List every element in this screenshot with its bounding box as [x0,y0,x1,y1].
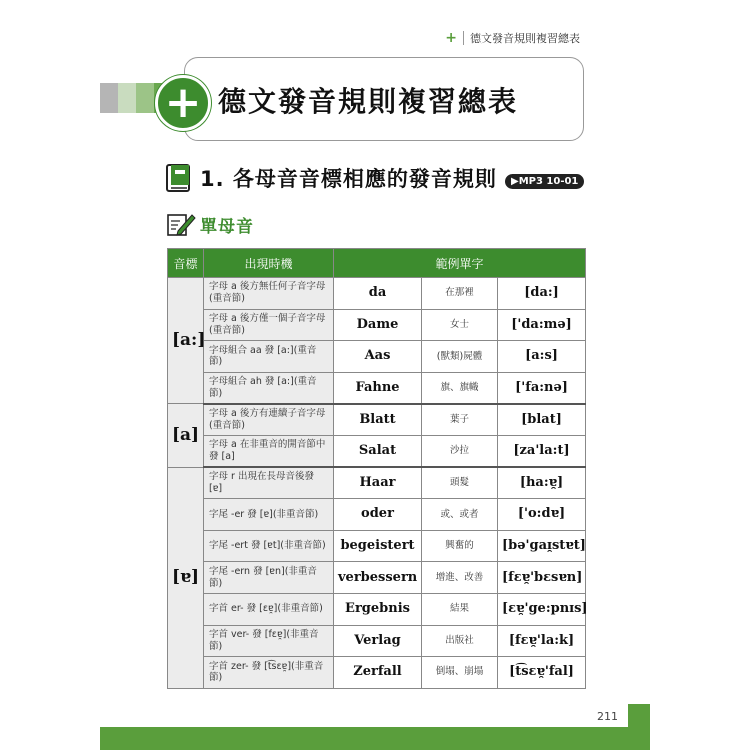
page-number: 211 [597,710,618,723]
word-ipa: [za'la:t] [498,435,586,467]
table-row [168,625,586,657]
word-meaning: 女士 [422,309,498,341]
pencil-icon [166,211,196,237]
table-row [168,467,586,499]
phonetic-symbol: [ɐ] [168,467,204,688]
page-title: 德文發音規則複習總表 [218,85,519,118]
plus-icon: + [445,30,457,46]
word-meaning: 興奮的 [422,530,498,562]
word-meaning: (獸類)屍體 [422,341,498,373]
table-row [168,309,586,341]
example-word: oder [334,499,422,531]
rule-text: 字母 a 在非重音的開音節中發 [a] [204,435,334,467]
book-icon [165,163,191,193]
word-meaning: 增進、改善 [422,562,498,594]
rule-text: 字尾 -er 發 [ɐ](非重音節) [204,499,334,531]
word-ipa: [bə'gaɪ̯stɐt] [498,530,586,562]
word-ipa: ['fa:nə] [498,372,586,404]
example-word: Zerfall [334,657,422,689]
subsection-title: 單母音 [200,217,254,237]
table-header-row [168,249,586,278]
word-ipa: [a:s] [498,341,586,373]
word-meaning: 頭髮 [422,467,498,499]
word-ipa: [blat] [498,404,586,436]
running-header-text: 德文發音規則複習總表 [470,32,580,45]
phonetic-symbol: [a:] [168,278,204,404]
example-word: verbessern [334,562,422,594]
word-meaning: 結果 [422,593,498,625]
vowel-rules-table [167,248,586,689]
word-meaning: 葉子 [422,404,498,436]
word-meaning: 沙拉 [422,435,498,467]
footer-bar [100,727,650,750]
rule-text: 字母 a 後方僅一個子音字母 (重音節) [204,309,334,341]
rule-text: 字母 r 出現在長母音後發 [ɐ] [204,467,334,499]
rule-text: 字首 ver- 發 [fɛɐ̯](非重音節) [204,625,334,657]
word-meaning: 在那裡 [422,278,498,310]
word-meaning: 旗、旗幟 [422,372,498,404]
rule-text: 字首 er- 發 [ɛɐ̯](非重音節) [204,593,334,625]
word-ipa: [t͡sɛɐ̯'fal] [498,657,586,689]
word-ipa: [ha:ɐ̯] [498,467,586,499]
rule-text: 字尾 -ert 發 [ɐt](非重音節) [204,530,334,562]
example-word: Dame [334,309,422,341]
table-row [168,341,586,373]
table-row [168,435,586,467]
section-title: 1. 各母音音標相應的發音規則 [200,167,497,191]
rule-text: 字母組合 ah 發 [a:](重音節) [204,372,334,404]
table-row [168,404,586,436]
table-row [168,530,586,562]
example-word: Aas [334,341,422,373]
header-divider [463,31,464,45]
word-meaning: 倒塌、崩塌 [422,657,498,689]
word-ipa: [ɛɐ̯'ge:pnɪs] [498,593,586,625]
rule-text: 字母 a 後方有連續子音字母 (重音節) [204,404,334,436]
word-ipa: ['o:dɐ] [498,499,586,531]
mp3-badge[interactable]: ▶MP3 10-01 [505,174,584,189]
rule-text: 字母組合 aa 發 [a:](重音節) [204,341,334,373]
example-word: Ergebnis [334,593,422,625]
table-row [168,278,586,310]
word-meaning: 出版社 [422,625,498,657]
table-row [168,372,586,404]
example-word: Verlag [334,625,422,657]
rule-text: 字首 zer- 發 [t͡sɛɐ̯](非重音節) [204,657,334,689]
example-word: begeistert [334,530,422,562]
word-meaning: 或、或者 [422,499,498,531]
example-word: Salat [334,435,422,467]
rule-text: 字尾 -ern 發 [ɐn](非重音節) [204,562,334,594]
word-ipa: [fɛɐ̯'la:k] [498,625,586,657]
example-word: Haar [334,467,422,499]
table-row [168,562,586,594]
phonetic-symbol: [a] [168,404,204,467]
word-ipa: ['da:mə] [498,309,586,341]
rule-text: 字母 a 後方無任何子音字母 (重音節) [204,278,334,310]
running-header [445,30,580,46]
example-word: Blatt [334,404,422,436]
header-symbol: 音標 [168,249,204,278]
header-when: 出現時機 [204,249,334,278]
table-row [168,593,586,625]
header-examples: 範例單字 [334,249,586,278]
example-word: da [334,278,422,310]
plus-icon: + [155,75,211,131]
word-ipa: [fɛɐ̯'bɛsɐn] [498,562,586,594]
table-row [168,657,586,689]
table-row [168,499,586,531]
word-ipa: [da:] [498,278,586,310]
example-word: Fahne [334,372,422,404]
